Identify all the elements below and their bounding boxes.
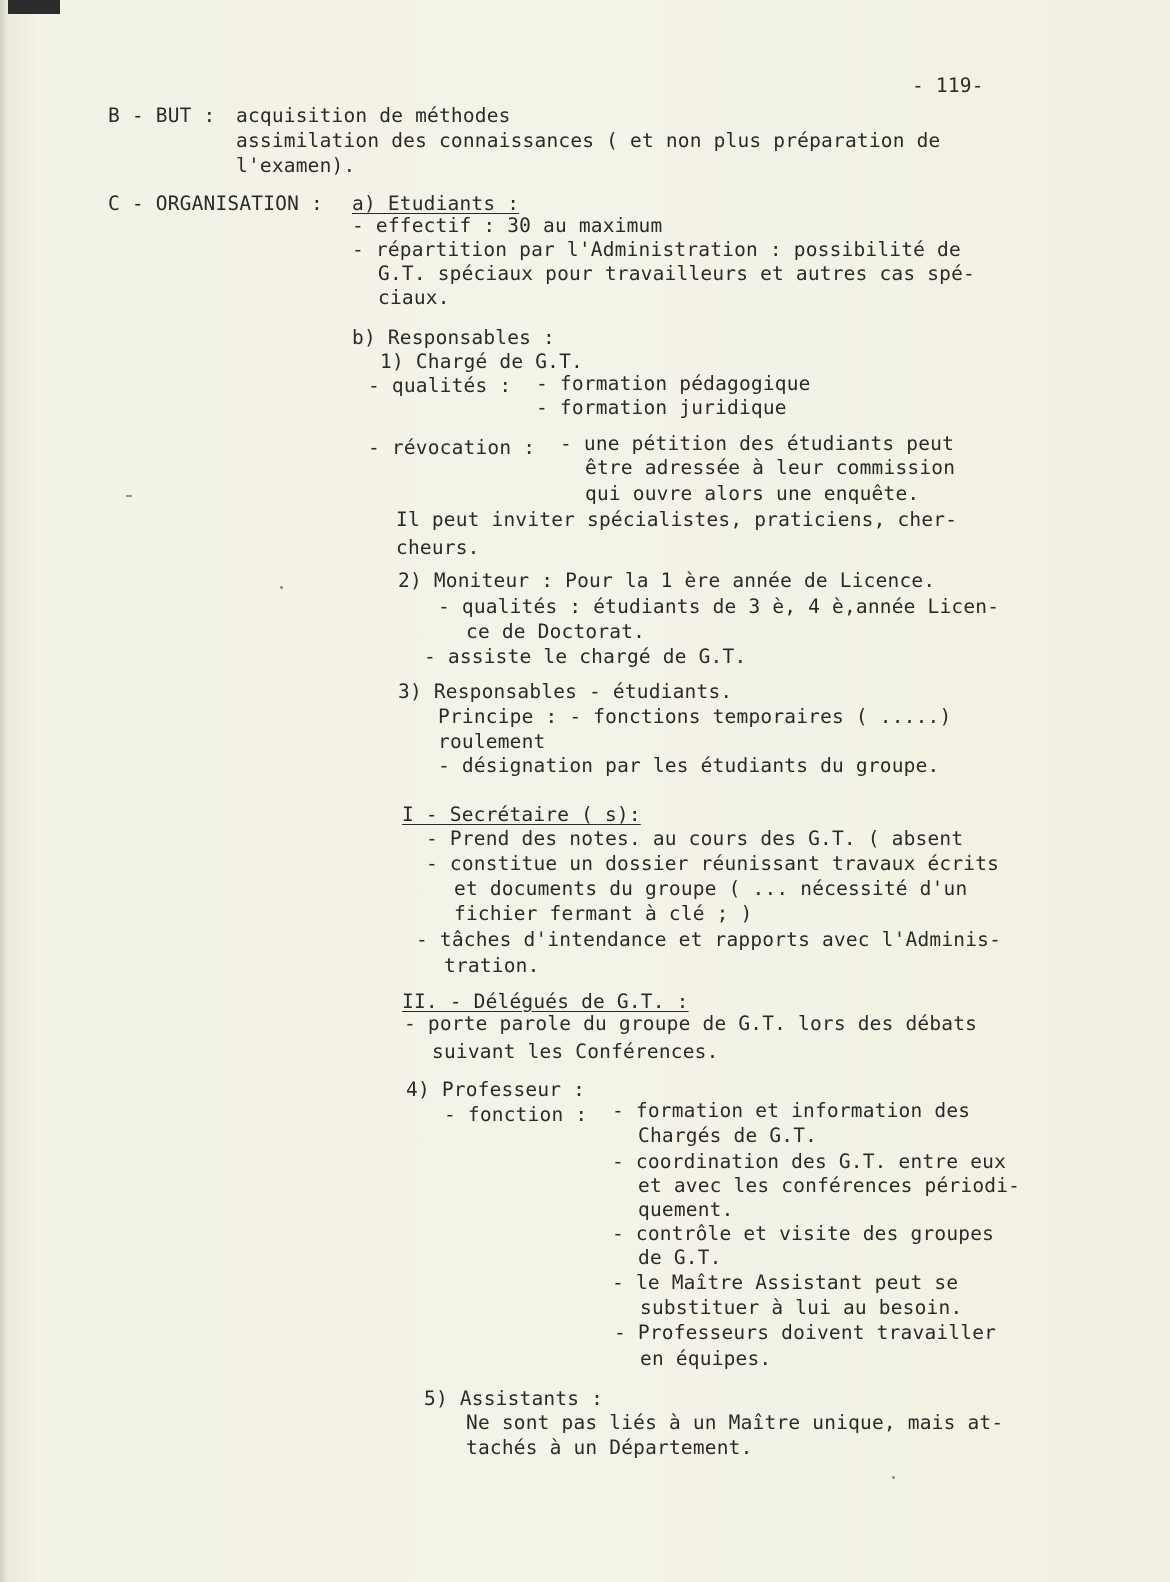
resp-etudiants-line-1: Principe : - fonctions temporaires ( .....) bbox=[438, 705, 952, 728]
professeur-line-8: - le Maître Assistant peut se bbox=[612, 1271, 959, 1294]
scan-speck bbox=[126, 495, 132, 497]
resp-etudiants-line-3: - désignation par les étudiants du groupe. bbox=[438, 754, 940, 777]
secretaire-line-3: et documents du groupe ( ... nécessité d'un bbox=[454, 877, 968, 900]
etudiants-line-2: - répartition par l'Administration : possibilité de bbox=[352, 238, 961, 261]
professeur-line-5: quement. bbox=[638, 1198, 734, 1221]
scan-speck bbox=[280, 586, 283, 589]
assistants-line-1: Ne sont pas liés à un Maître unique, mais at- bbox=[466, 1411, 1004, 1434]
delegues-line-2: suivant les Conférences. bbox=[432, 1040, 719, 1063]
assistants-line-2: tachés à un Département. bbox=[466, 1436, 753, 1459]
professeur-line-7: de G.T. bbox=[638, 1246, 722, 1269]
etudiants-heading: a) Etudiants : bbox=[352, 192, 520, 215]
page-number: - 119- bbox=[912, 74, 984, 97]
resp-etudiants-heading: 3) Responsables - étudiants. bbox=[398, 680, 733, 703]
secretaire-line-6: tration. bbox=[444, 954, 540, 977]
secretaire-line-5: - tâches d'intendance et rapports avec l'Adminis- bbox=[416, 928, 1002, 951]
professeur-line-2: Chargés de G.T. bbox=[638, 1124, 818, 1147]
scan-speck bbox=[892, 1476, 895, 1479]
professeur-line-11: en équipes. bbox=[640, 1347, 772, 1370]
professeur-line-3: - coordination des G.T. entre eux bbox=[612, 1150, 1007, 1173]
assistants-heading: 5) Assistants : bbox=[424, 1387, 604, 1410]
section-b-label: B - BUT : bbox=[108, 104, 216, 127]
revocation-label: - révocation : bbox=[368, 436, 536, 459]
professeur-line-1: - formation et information des bbox=[612, 1099, 971, 1122]
section-c-label: C - ORGANISATION : bbox=[108, 192, 323, 215]
charge-qualites-label: - qualités : bbox=[368, 374, 512, 397]
charge-heading: 1) Chargé de G.T. bbox=[380, 350, 583, 373]
delegues-line-1: - porte parole du groupe de G.T. lors des débats bbox=[404, 1012, 978, 1035]
section-b-line-2: assimilation des connaissances ( et non plus préparation de bbox=[236, 129, 941, 152]
professeur-heading: 4) Professeur : bbox=[406, 1078, 586, 1101]
professeur-line-9: substituer à lui au besoin. bbox=[640, 1296, 963, 1319]
professeur-fonction-label: - fonction : bbox=[444, 1103, 588, 1126]
etudiants-line-3: G.T. spéciaux pour travailleurs et autres cas spé- bbox=[378, 262, 975, 285]
professeur-line-10: - Professeurs doivent travailler bbox=[614, 1321, 997, 1344]
revocation-line-3: qui ouvre alors une enquête. bbox=[585, 482, 920, 505]
revocation-line-1: - une pétition des étudiants peut bbox=[560, 432, 955, 455]
etudiants-line-1: - effectif : 30 au maximum bbox=[352, 214, 663, 237]
section-b-line-3: l'examen). bbox=[236, 154, 356, 177]
delegues-heading: II. - Délégués de G.T. : bbox=[402, 990, 689, 1013]
secretaire-line-1: - Prend des notes. au cours des G.T. ( absent bbox=[426, 827, 964, 850]
secretaire-line-2: - constitue un dossier réunissant travaux écrits bbox=[426, 852, 1000, 875]
invite-line-1: Il peut inviter spécialistes, praticiens, cher- bbox=[396, 508, 958, 531]
charge-qualites-1: - formation pédagogique bbox=[536, 372, 811, 395]
moniteur-line-3: - assiste le chargé de G.T. bbox=[424, 645, 747, 668]
resp-etudiants-line-2: roulement bbox=[438, 730, 546, 753]
professeur-line-4: et avec les conférences périodi- bbox=[638, 1174, 1021, 1197]
scan-edge-left bbox=[0, 0, 8, 1582]
invite-line-2: cheurs. bbox=[396, 536, 480, 559]
revocation-line-2: être adressée à leur commission bbox=[585, 456, 956, 479]
secretaire-line-4: fichier fermant à clé ; ) bbox=[454, 902, 753, 925]
section-b-line-1: acquisition de méthodes bbox=[236, 104, 511, 127]
etudiants-line-4: ciaux. bbox=[378, 286, 450, 309]
moniteur-line-2: ce de Doctorat. bbox=[466, 620, 646, 643]
professeur-line-6: - contrôle et visite des groupes bbox=[612, 1222, 995, 1245]
scan-edge-shadow bbox=[0, 0, 60, 14]
moniteur-line-1: - qualités : étudiants de 3 è, 4 è,année Licen- bbox=[438, 595, 1000, 618]
responsables-heading: b) Responsables : bbox=[352, 326, 555, 349]
moniteur-heading: 2) Moniteur : Pour la 1 ère année de Licence. bbox=[398, 569, 936, 592]
charge-qualites-2: - formation juridique bbox=[536, 396, 787, 419]
secretaire-heading: I - Secrétaire ( s): bbox=[402, 803, 641, 826]
